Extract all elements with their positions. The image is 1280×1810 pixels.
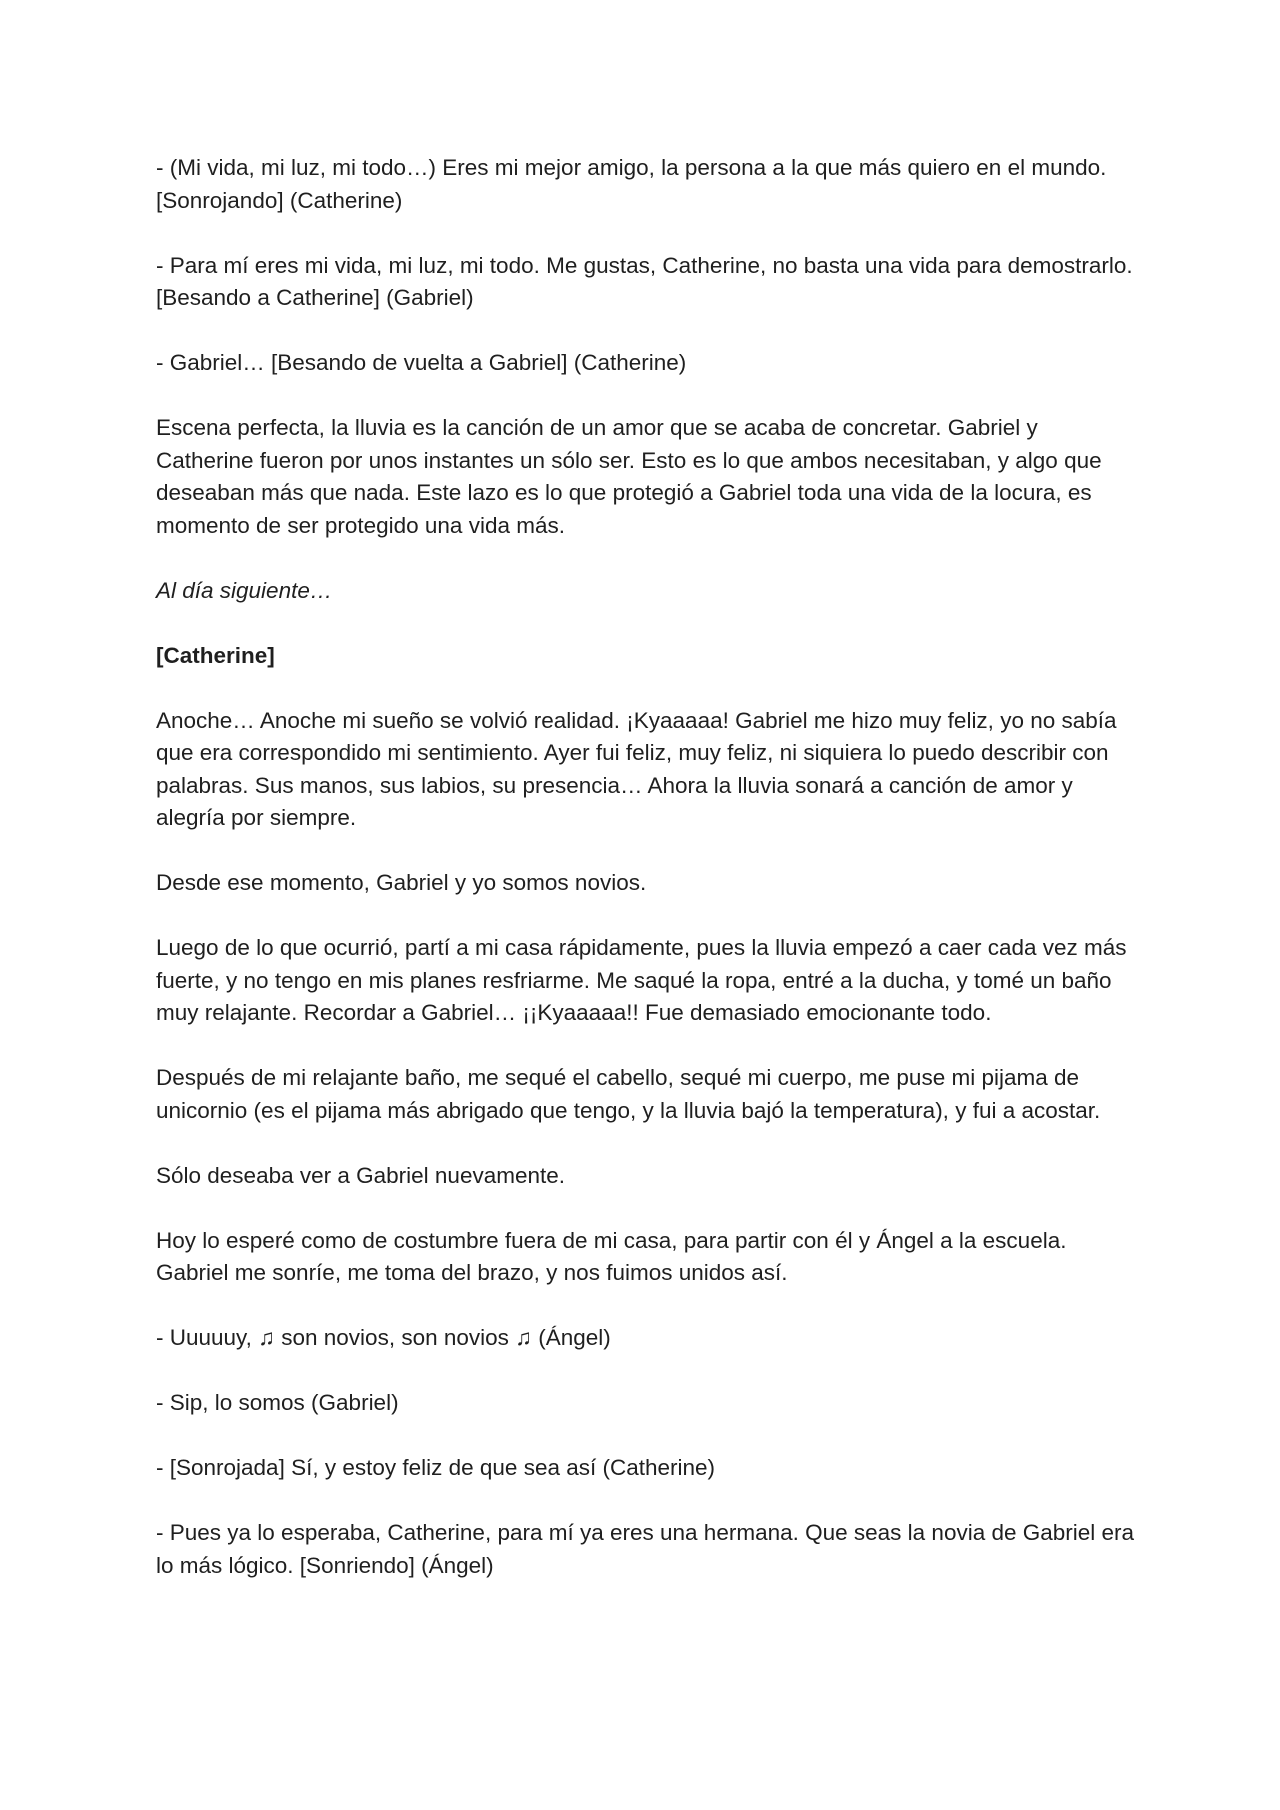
dialogue-line: - Uuuuuy, ♫ son novios, son novios ♫ (Ángel) <box>156 1325 611 1350</box>
narrative-paragraph: Escena perfecta, la lluvia es la canción de un amor que se acaba de concretar. Gabriel y Catherine fueron por unos instantes un sólo ser. Esto es lo que ambos necesitaban, y algo que deseaban más que nada. Este lazo es lo que protegió a Gabriel toda una vida de la locura, es momento de ser protegido una vida más. <box>156 415 1102 538</box>
narrative-paragraph: Hoy lo esperé como de costumbre fuera de mi casa, para partir con él y Ángel a la escuela. Gabriel me sonríe, me toma del brazo, y nos fuimos unidos así. <box>156 1227 1067 1285</box>
narrative-paragraph: Sólo deseaba ver a Gabriel nuevamente. <box>156 1162 566 1188</box>
dialogue-line: - (Mi vida, mi luz, mi todo…) Eres mi mejor amigo, la persona a la que más quiero en el mundo. [Sonrojando] (Catherine) <box>156 155 1107 213</box>
dialogue-line: - Para mí eres mi vida, mi luz, mi todo. Me gustas, Catherine, no basta una vida para demostrarlo. [Besando a Catherine] (Gabriel) <box>156 252 1133 310</box>
narrative-paragraph: Después de mi relajante baño, me sequé el cabello, sequé mi cuerpo, me puse mi pijama de unicornio (es el pijama más abrigado que tengo, y la lluvia bajó la temperatura), y fui a acostar. <box>156 1065 1101 1123</box>
narrative-paragraph: Desde ese momento, Gabriel y yo somos novios. <box>156 870 647 895</box>
dialogue-line: - [Sonrojada] Sí, y estoy feliz de que sea así (Catherine) <box>156 1455 716 1480</box>
narrative-paragraph: Anoche… Anoche mi sueño se volvió realidad. ¡Kyaaaaa! Gabriel me hizo muy feliz, yo no sabía que era correspondido mi sentimiento. Ayer fui feliz, muy feliz, ni siquiera lo puedo describir con palabras. Sus manos, sus labios, su presencia… Ahora la lluvia sonará a canción de amor y alegría por siempre. <box>156 707 1117 830</box>
section-heading: [Catherine] <box>156 642 275 668</box>
scene-transition: Al día siguiente… <box>156 577 333 603</box>
document-body <box>156 152 1141 1615</box>
dialogue-line: - Pues ya lo esperaba, Catherine, para mí ya eres una hermana. Que seas la novia de Gabriel era lo más lógico. [Sonriendo] (Ángel) <box>156 1520 1135 1578</box>
narrative-paragraph: Luego de lo que ocurrió, partí a mi casa rápidamente, pues la lluvia empezó a caer cada vez más fuerte, y no tengo en mis planes resfriarme. Me saqué la ropa, entré a la ducha, y tomé un baño muy relajante. Recordar a Gabriel… ¡¡Kyaaaaa!! Fue demasiado emocionante todo. <box>156 935 1127 1025</box>
dialogue-line: - Sip, lo somos (Gabriel) <box>156 1390 399 1415</box>
dialogue-line: - Gabriel… [Besando de vuelta a Gabriel] (Catherine) <box>156 350 687 375</box>
